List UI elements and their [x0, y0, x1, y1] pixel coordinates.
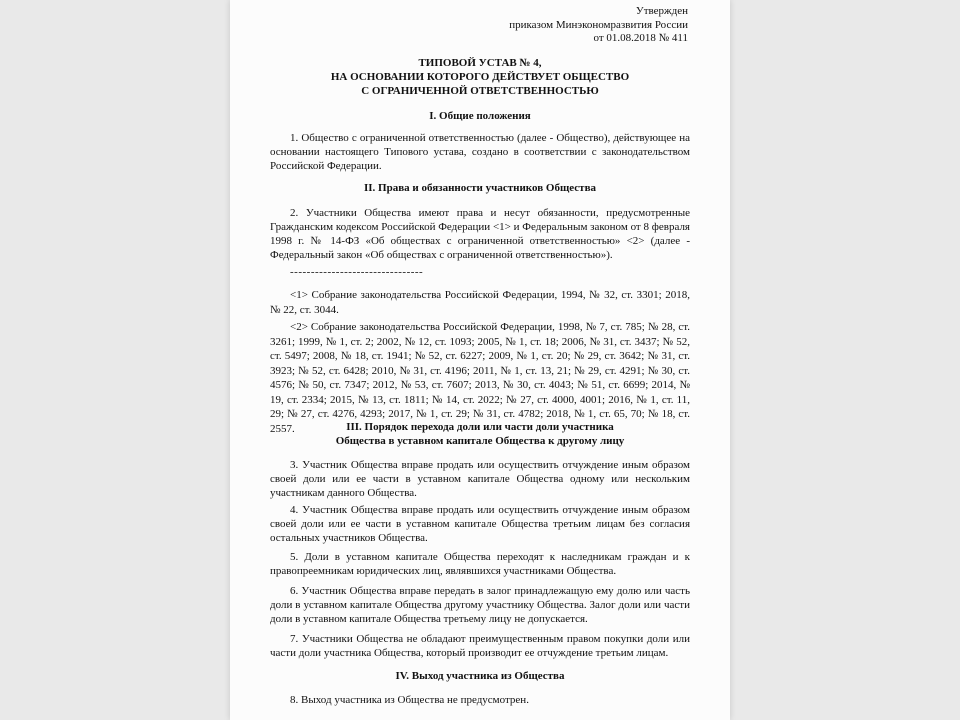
- paragraph-5: 5. Доли в уставном капитале Общества переходят к наследникам граждан и к правопреемникам юридических лиц, являвшихся участниками Общества.: [270, 551, 690, 577]
- approval-line: приказом Минэкономразвития России: [509, 18, 688, 31]
- paragraph-4: 4. Участник Общества вправе продать или осуществить отчуждение иным образом своей доли или ее части в уставном капитале Общества третьим лицам без согласия остальных участников Общества.: [270, 504, 690, 544]
- title-line: С ОГРАНИЧЕННОЙ ОТВЕТСТВЕННОСТЬЮ: [361, 85, 599, 97]
- footnote-2: <2> Собрание законодательства Российской Федерации, 1998, № 7, ст. 785; № 28, ст. 3261; 1999, № 1, ст. 2; 2002, № 12, ст. 1093; 2005, № 1, ст. 18; 2006, № 31, ст. 3437; № 52, ст. 5497; 2008, № 18, ст. 1941; № 52, ст. 6227; 2009, № 1, ст. 20; № 29, ст. 3642; № 31, ст. 3923; № 52, ст. 6428; 2010, № 31, ст. 4196; 2011, № 1, ст. 13, 21; № 29, ст. 4291; № 30, ст. 4576; № 50, ст. 7347; 2012, № 53, ст. 7607; 2013, № 30, ст. 4043; № 51, ст. 6699; 2014, № 19, ст. 2334; 2015, № 13, ст. 1811; № 14, ст. 2022; № 27, ст. 4000, 4001; 2016, № 1, ст. 11, 29; № 27, ст. 4276, 4293; 2017, № 1, ст. 29; № 31, ст. 4782; 2018, № 1, ст. 65, 70; № 18, ст. 2557.: [270, 321, 690, 435]
- section-heading-1: I. Общие положения: [429, 110, 531, 122]
- section-heading-line: Общества в уставном капитале Общества к другому лицу: [335, 435, 625, 447]
- section-heading-3: [230, 420, 730, 448]
- paragraph-8: 8. Выход участника из Общества не предусмотрен.: [290, 694, 529, 706]
- paragraph-1: 1. Общество с ограниченной ответственностью (далее - Общество), действующее на основании настоящего Типового устава, создано в соответствии с законодательством Российской Федерации.: [270, 132, 690, 172]
- section-heading-4: IV. Выход участника из Общества: [395, 670, 565, 682]
- document-page: [230, 0, 730, 720]
- approval-line: от 01.08.2018 № 411: [593, 32, 688, 44]
- title-line: ТИПОВОЙ УСТАВ № 4,: [418, 57, 542, 69]
- section-heading-line: III. Порядок перехода доли или части доли участника: [346, 421, 614, 433]
- footnote-1: <1> Собрание законодательства Российской Федерации, 1994, № 32, ст. 3301; 2018, № 22, ст. 3044.: [270, 289, 690, 316]
- paragraph-2: 2. Участники Общества имеют права и несут обязанности, предусмотренные Гражданским кодексом Российской Федерации <1> и Федеральным законом от 8 февраля 1998 г. № 14-ФЗ «Об обществах с ограниченной ответственностью» <2> (далее - Федеральный закон «Об обществах с ограниченной ответственностью»).: [270, 207, 690, 261]
- approval-stamp: [509, 5, 688, 46]
- title-line: НА ОСНОВАНИИ КОТОРОГО ДЕЙСТВУЕТ ОБЩЕСТВО: [330, 71, 630, 83]
- section-heading-2: II. Права и обязанности участников Общества: [363, 182, 597, 194]
- paragraph-3: 3. Участник Общества вправе продать или осуществить отчуждение иным образом своей доли или ее части в уставном капитале Общества одному или нескольким участникам данного Общества.: [270, 459, 690, 499]
- paragraph-7: 7. Участники Общества не обладают преимущественным правом покупки доли или части доли участника Общества, который производит ее отчуждение третьим лицам.: [270, 633, 690, 659]
- footnote-separator: --------------------------------: [290, 266, 424, 278]
- approval-line: Утвержден: [635, 5, 688, 17]
- paragraph-6: 6. Участник Общества вправе передать в залог принадлежащую ему долю или часть доли в уставном капитале Общества другому участнику Общества. Залог доли или части доли в уставном капитале Общества третьему лицу не допускается.: [270, 585, 690, 625]
- document-title: [230, 56, 730, 98]
